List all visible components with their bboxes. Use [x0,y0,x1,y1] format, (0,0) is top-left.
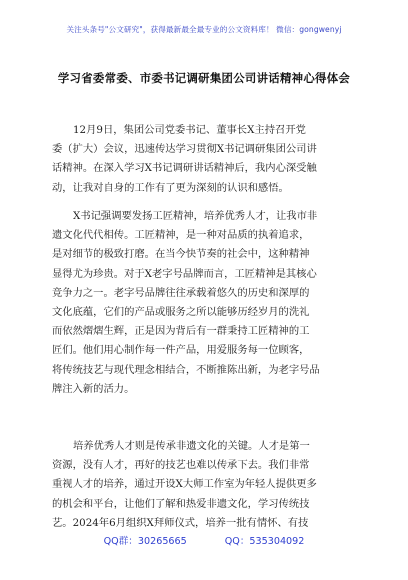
paragraph-line: 艺。2024年6月组织X拜师仪式，培养一批有情怀、有技 [52,516,309,529]
paragraph-line: 重视人才的培养，通过开设X大师工作室为年轻人提供更多 [52,478,317,491]
paragraph-line: 12月9日，集团公司党委书记、董事长X主持召开党 [73,124,306,136]
paragraph-line: 话精神。在深入学习X书记调研讲话精神后，我内心深受触 [52,162,317,175]
paragraph-line: 将传统技艺与现代理念相结合，不断推陈出新，为老字号品 [52,363,320,376]
paragraph-line: 动，让我对自身的工作有了更为深刻的认识和感悟。 [52,181,289,194]
paragraph-line: 显得尤为珍贵。对于X老字号品牌而言，工匠精神是其核心 [52,267,317,280]
paragraph-line: 遗文化代代相传。工匠精神，是一种对品质的执着追求， [52,229,310,242]
paragraph-2 [52,207,364,399]
paragraph-1 [52,121,364,198]
paragraph-line: 的机会和平台，让他们了解和热爱非遗文化，学习传统技 [52,497,310,510]
paragraph-line: X书记强调要发扬工匠精神，培养优秀人才，让我市非 [73,210,318,222]
paragraph-3 [52,437,364,533]
paragraph-line: 培养优秀人才则是传承非遗文化的关键。人才是第一 [73,440,310,452]
paragraph-line: 而依然熠熠生辉，正是因为背后有一群秉持工匠精神的工 [52,325,310,338]
paragraph-line: 牌注入新的活力。 [52,382,135,395]
footer-contact [0,533,408,547]
paragraph-line: 委（扩大）会议，迅速传达学习贯彻X书记调研集团公司讲 [52,143,317,156]
document-title: 学习省委常委、市委书记调研集团公司讲话精神心得体会 [57,71,351,85]
paragraph-line: 资源，没有人才，再好的技艺也难以传承下去。我们非常 [52,459,310,472]
qq-group-number: QQ群：30265665 [103,536,187,547]
paragraph-line: 匠们。他们用心制作每一件产品，用爱服务每一位顾客， [52,344,310,357]
paragraph-line: 是对细节的极致打磨。在当今快节奏的社会中，这种精神 [52,248,310,261]
header-banner: 关注头条号"公文研究"，获得最新最全最专业的公文资料库！ 微信：gongwenyj [66,25,342,34]
paragraph-line: 文化底蕴，它们的产品或服务之所以能够历经岁月的洗礼 [52,305,310,318]
paragraph-line: 竞争力之一。老字号品牌往往承载着悠久的历史和深厚的 [52,286,310,299]
qq-number: QQ：535304092 [224,536,305,547]
